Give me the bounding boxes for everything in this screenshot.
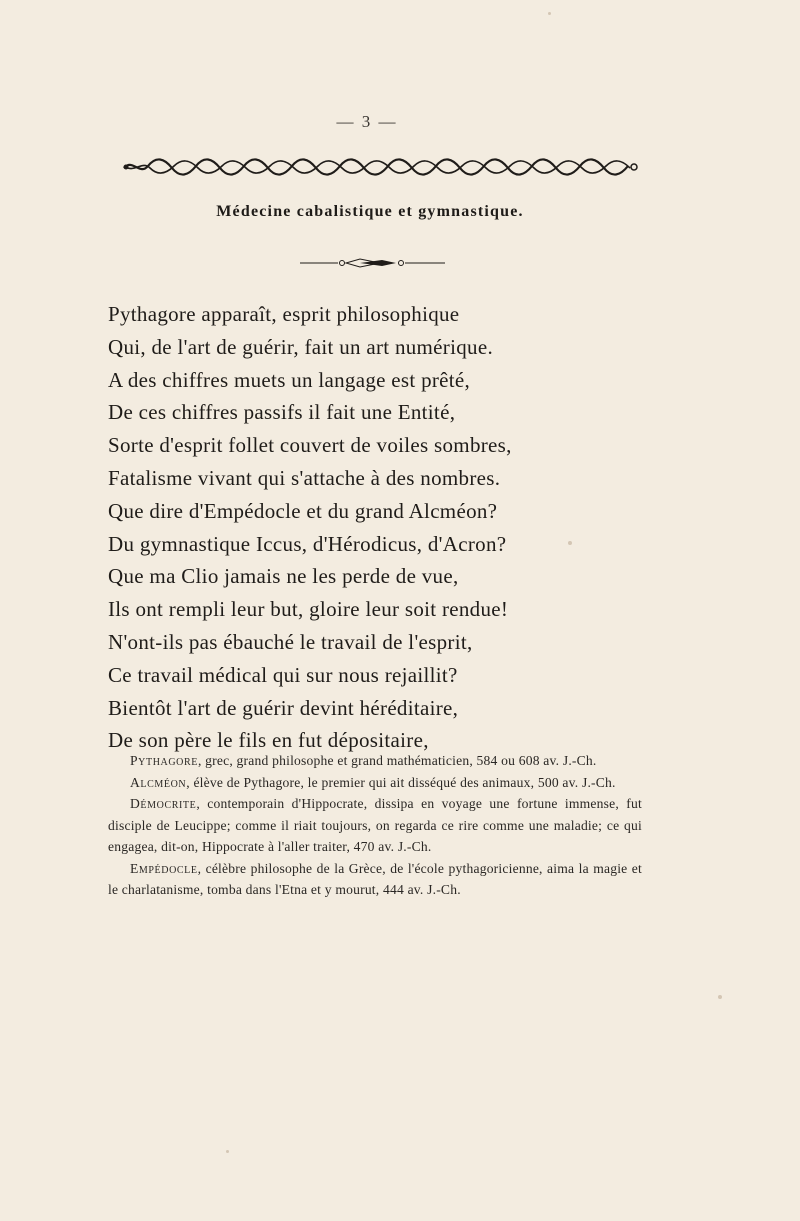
poem-verse: De ces chiffres passifs il fait une Entité,	[108, 400, 456, 425]
poem-verse: Ils ont rempli leur but, gloire leur soit rendue!	[108, 597, 509, 622]
poem-verse: Fatalisme vivant qui s'attache à des nombres.	[108, 465, 501, 490]
poem-verse: Sorte d'esprit follet couvert de voiles sombres,	[108, 433, 512, 458]
poem-verse: Que ma Clio jamais ne les perde de vue,	[108, 564, 459, 589]
footnotes	[108, 750, 642, 901]
footnote-text: , célèbre philosophe de la Grèce, de l'école pythagoricienne, aima la magie et le charlatanisme, tomba dans l'Etna et y mourut, 444 av. J.-Ch.	[108, 860, 642, 897]
poem-verse: Que dire d'Empédocle et du grand Alcméon?	[108, 498, 498, 523]
footnote	[108, 858, 642, 901]
footnote-text: , grec, grand philosophe et grand mathématicien, 584 ou 608 av. J.-Ch.	[197, 753, 597, 768]
paper-speck	[718, 995, 722, 999]
footnote-text: , élève de Pythagore, le premier qui ait disséqué des animaux, 500 av. J.-Ch.	[186, 774, 616, 790]
section-title: Médecine cabalistique et gymnastique.	[216, 203, 524, 220]
divider-ornament	[300, 258, 445, 268]
footnote-name: Démocrite	[130, 796, 197, 811]
poem-verse: Ce travail médical qui sur nous rejaillit?	[108, 662, 458, 687]
footnote-text: , contemporain d'Hippocrate, dissipa en voyage une fortune immense, fut disciple de Leucippe; comme il riait toujours, on regarda ce rire comme une maladie; ce qui engagea, dit-on, Hippocrate à l'aller traiter, 470 av. J.-Ch.	[108, 796, 642, 854]
paper-speck	[226, 1150, 229, 1153]
footnote	[108, 793, 642, 858]
poem-verse: Pythagore apparaît, esprit philosophique	[108, 302, 460, 326]
footnote	[108, 772, 642, 794]
poem	[108, 298, 668, 757]
poem-verse: Bientôt l'art de guérir devint héréditaire,	[108, 695, 459, 720]
poem-verse: A des chiffres muets un langage est prêté,	[108, 367, 471, 392]
page-number: — 3 —	[336, 112, 398, 131]
poem-verse: N'ont-ils pas ébauché le travail de l'esprit,	[108, 629, 473, 654]
poem-verse: De son père le fils en fut dépositaire,	[108, 728, 429, 753]
ornamental-band	[120, 156, 640, 178]
footnote-name: Pythagore	[130, 753, 198, 768]
paper-speck	[548, 12, 551, 15]
poem-verse: Du gymnastique Iccus, d'Hérodicus, d'Acron?	[108, 531, 507, 556]
footnote-name: Empédocle	[130, 860, 198, 876]
poem-verse: Qui, de l'art de guérir, fait un art numérique.	[108, 334, 493, 359]
footnote-name: Alcméon	[130, 774, 187, 790]
footnote	[108, 750, 642, 772]
